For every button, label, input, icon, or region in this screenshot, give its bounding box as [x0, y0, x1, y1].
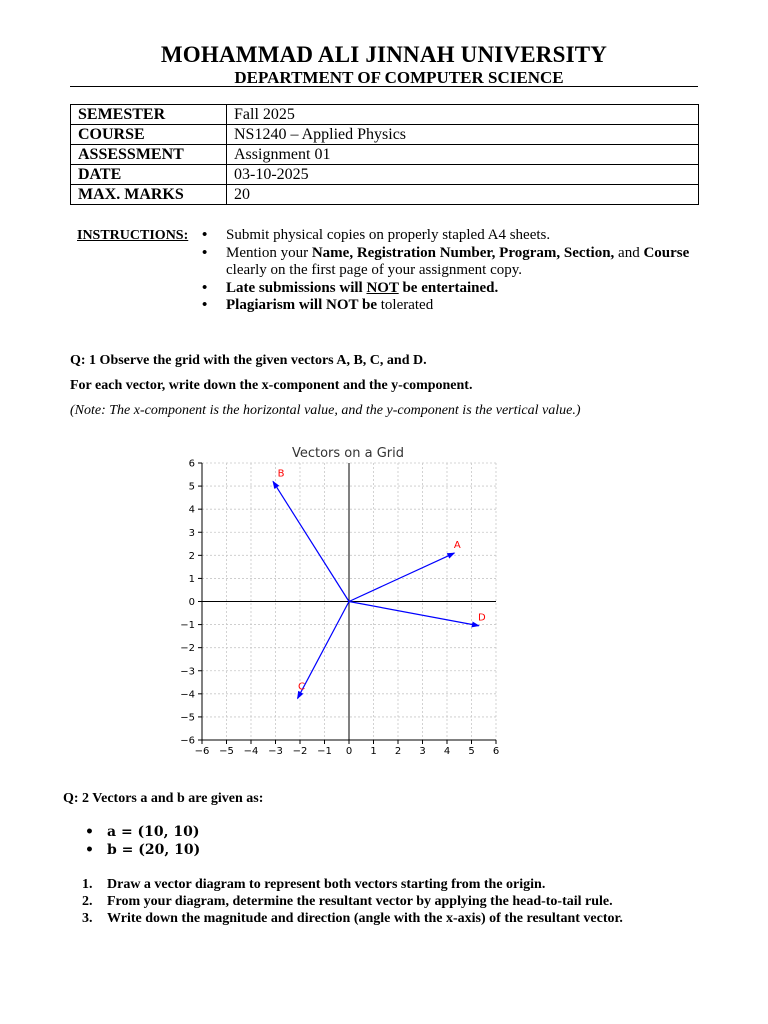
info-key: DATE — [71, 165, 227, 185]
y-tick-label: 5 — [188, 481, 195, 493]
instruction-emphasis: Name, Registration Number, Program, Section, — [311, 244, 615, 261]
info-value: Fall 2025 — [227, 105, 699, 125]
y-tick-label: −6 — [180, 735, 195, 747]
info-value: 03-10-2025 — [227, 165, 699, 185]
instructions-list — [200, 227, 700, 315]
info-value: 20 — [227, 185, 699, 205]
info-key: MAX. MARKS — [71, 185, 227, 205]
instruction-emphasis: be entertained. — [398, 279, 499, 296]
list-item — [82, 893, 702, 910]
vector-arrow-a — [349, 553, 454, 601]
task-number: 3. — [82, 911, 93, 926]
vector-label-a: A — [453, 540, 461, 552]
list-item — [85, 842, 200, 860]
x-tick-label: −4 — [243, 746, 259, 757]
x-tick-label: 5 — [468, 746, 475, 757]
vector-list — [85, 824, 200, 860]
list-item — [200, 245, 700, 280]
y-tick-label: 6 — [188, 458, 195, 470]
vector-arrow-b — [273, 481, 349, 601]
vector-label-b: B — [277, 468, 285, 480]
info-key: COURSE — [71, 125, 227, 145]
chart-vectors — [273, 468, 486, 698]
x-tick-label: −6 — [194, 746, 210, 757]
list-item — [82, 876, 702, 893]
x-tick-label: 0 — [345, 746, 353, 757]
instruction-text: Mention your — [226, 244, 312, 261]
y-tick-label: −5 — [180, 712, 195, 724]
vector-b: b = (20, 10) — [107, 842, 201, 858]
x-tick-label: 6 — [492, 746, 500, 757]
q2-task-list — [82, 876, 702, 927]
task-text: From your diagram, determine the resultant vector by applying the head-to-tail rule. — [107, 894, 613, 909]
list-item — [82, 910, 702, 927]
table-row — [71, 165, 699, 185]
list-item — [200, 227, 700, 245]
list-item — [85, 824, 200, 842]
table-row — [71, 105, 699, 125]
info-value: Assignment 01 — [227, 145, 699, 165]
instruction-text: tolerated — [376, 297, 434, 313]
list-item — [200, 280, 700, 298]
vector-label-d: D — [477, 612, 486, 624]
instruction-underline: NOT — [366, 279, 399, 296]
y-tick-label: −4 — [180, 689, 195, 701]
x-tick-label: −5 — [219, 746, 234, 757]
y-tick-label: −1 — [180, 620, 195, 632]
instruction-emphasis: Course — [643, 244, 690, 261]
vector-arrow-d — [349, 602, 479, 626]
instruction-text: clearly on the first page of your assignment copy. — [226, 262, 523, 278]
task-text: Write down the magnitude and direction (angle with the x-axis) of the resultant vector. — [107, 911, 623, 926]
instruction-text: Submit physical copies on properly stapled A4 sheets. — [226, 227, 551, 243]
task-number: 1. — [82, 877, 93, 892]
vectors-chart — [170, 443, 510, 758]
y-tick-label: 0 — [188, 597, 195, 608]
x-tick-label: 2 — [394, 746, 402, 757]
instruction-emphasis: Plagiarism will NOT be — [226, 297, 377, 313]
x-tick-label: 1 — [370, 746, 377, 757]
y-tick-label: 4 — [188, 504, 195, 516]
y-tick-label: 1 — [188, 573, 195, 585]
chart-title: Vectors on a Grid — [291, 446, 405, 461]
info-key: SEMESTER — [71, 105, 227, 125]
q2-title: Q: 2 Vectors a and b are given as: — [63, 791, 264, 806]
vector-arrow-c — [298, 602, 349, 699]
task-text: Draw a vector diagram to represent both vectors starting from the origin. — [107, 877, 546, 892]
instructions-label: INSTRUCTIONS: — [77, 228, 189, 243]
x-tick-label: −3 — [268, 746, 283, 757]
vector-a: a = (10, 10) — [107, 824, 200, 840]
x-tick-label: −2 — [292, 746, 308, 757]
table-row — [71, 145, 699, 165]
q1-note: (Note: The x-component is the horizontal value, and the y-component is the vertical value.) — [70, 403, 581, 418]
university-title: MOHAMMAD ALI JINNAH UNIVERSITY — [160, 42, 608, 67]
info-key: ASSESSMENT — [71, 145, 227, 165]
q1-title: Q: 1 Observe the grid with the given vectors A, B, C, and D. — [70, 353, 427, 368]
chart-ticks — [180, 459, 499, 758]
table-row — [71, 125, 699, 145]
task-number: 2. — [82, 894, 93, 909]
vector-label-c: C — [298, 681, 306, 693]
instruction-text: and — [614, 244, 644, 261]
y-tick-label: 2 — [188, 550, 195, 562]
list-item — [200, 297, 700, 315]
assessment-info-table — [70, 104, 699, 205]
info-value: NS1240 – Applied Physics — [227, 125, 699, 145]
department-title: DEPARTMENT OF COMPUTER SCIENCE — [234, 68, 564, 87]
q1-instruction: For each vector, write down the x-component and the y-component. — [70, 378, 473, 393]
y-tick-label: −2 — [180, 643, 195, 655]
x-tick-label: −1 — [317, 746, 332, 757]
y-tick-label: −3 — [180, 666, 195, 678]
table-row — [71, 185, 699, 205]
header-divider — [70, 86, 698, 87]
instruction-emphasis: Late submissions will — [226, 279, 367, 296]
x-tick-label: 4 — [443, 746, 451, 757]
x-tick-label: 3 — [419, 746, 426, 757]
y-tick-label: 3 — [188, 527, 195, 539]
